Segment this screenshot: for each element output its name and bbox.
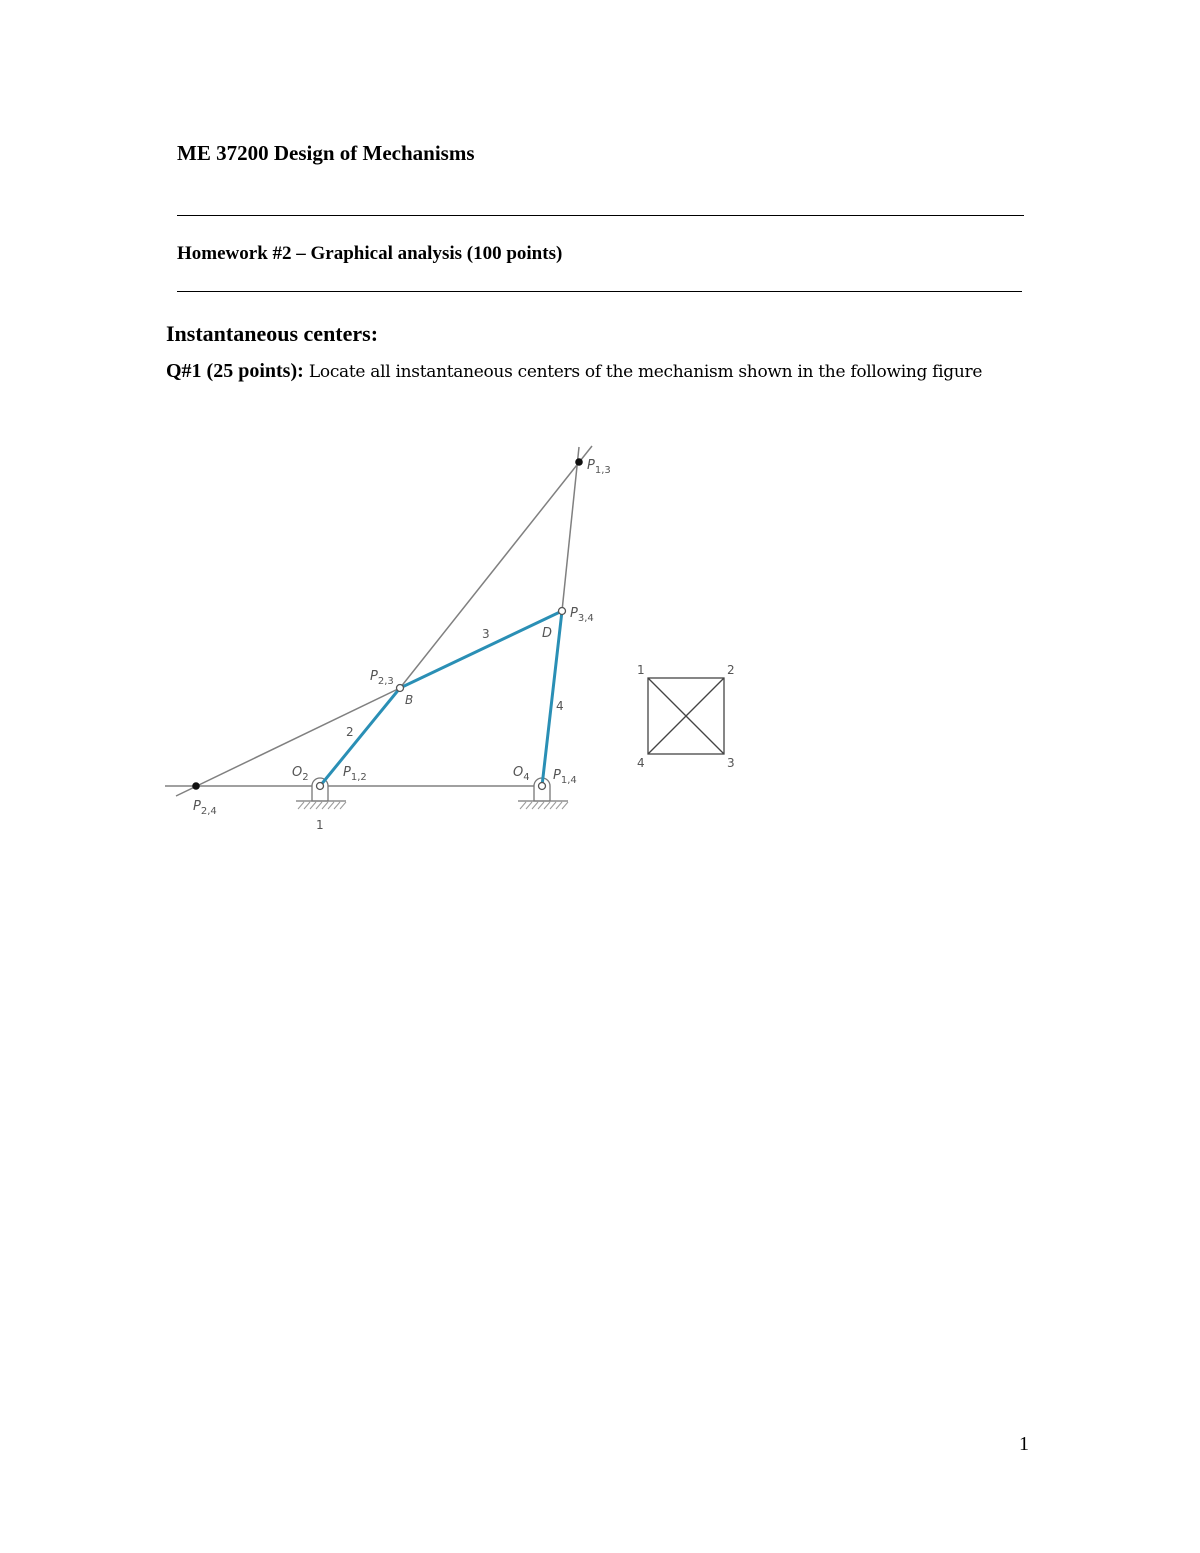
section-title: Instantaneous centers:	[166, 321, 379, 346]
ic-polygon	[648, 678, 724, 754]
polygon-vertex-4: 4	[637, 756, 645, 770]
pin-b	[397, 685, 404, 692]
link-3	[400, 611, 562, 688]
label-ground: 1	[316, 818, 324, 832]
label-o2: $O_2$	[292, 765, 309, 783]
label-link-2: 2	[346, 725, 354, 739]
homework-title: Homework #2 – Graphical analysis (100 points)	[177, 243, 563, 264]
polygon-vertex-3: 3	[727, 756, 735, 770]
point-p13	[575, 458, 583, 466]
point-p24	[192, 782, 200, 790]
line-p23-p13	[400, 446, 592, 688]
label-p24: $P_{2,4}$	[193, 799, 217, 817]
question-label: Q#1 (25 points):	[166, 360, 304, 382]
label-point-d: D	[542, 626, 553, 641]
pin-o2	[317, 783, 324, 790]
label-p34: $P_{3,4}$	[570, 606, 594, 624]
polygon-vertex-2: 2	[727, 663, 735, 677]
label-link-3: 3	[482, 627, 490, 641]
course-title: ME 37200 Design of Mechanisms	[177, 141, 475, 165]
label-point-b: B	[405, 693, 414, 707]
question-text: Locate all instantaneous centers of the mechanism shown in the following figure	[303, 362, 983, 382]
label-p13: $P_{1,3}$	[587, 458, 611, 476]
line-p34-p13	[562, 447, 579, 611]
label-p12: $P_{1,2}$	[343, 765, 367, 783]
pin-d	[559, 608, 566, 615]
label-link-4: 4	[556, 699, 564, 713]
label-o4: $O_4$	[513, 765, 530, 783]
label-p23: $P_{2,3}$	[370, 669, 394, 687]
polygon-vertex-1: 1	[637, 663, 645, 677]
pin-o4	[539, 783, 546, 790]
label-p14: $P_{1,4}$	[553, 768, 577, 786]
page-number: 1	[1019, 1433, 1029, 1455]
